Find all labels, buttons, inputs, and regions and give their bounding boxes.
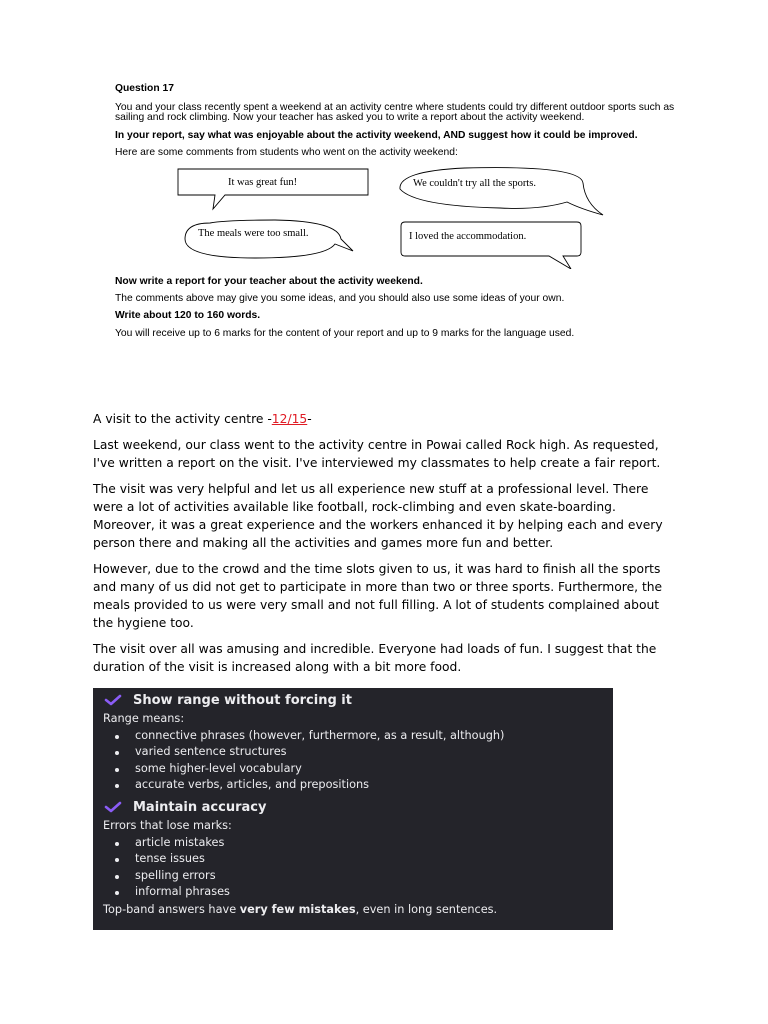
list-item: varied sentence structures (115, 744, 613, 760)
footer-text: Top-band answers have (103, 903, 240, 917)
comment-2: We couldn't try all the sports. (413, 178, 536, 190)
comment-bubbles (115, 165, 675, 269)
bubble-shape-2 (400, 168, 603, 215)
feedback-footer (103, 901, 613, 919)
essay-paragraph: Last weekend, our class went to the activity centre in Powai called Rock high. As requested, I've written a report on the visit. I've interviewed my classmates to help create a fair report. (93, 438, 661, 470)
essay (93, 410, 673, 684)
list-item: accurate verbs, articles, and prepositions (115, 777, 613, 793)
essay-score: 12/15 (271, 412, 308, 426)
footer-bold-text: very few mistakes (239, 903, 356, 917)
write-instruction: Now write a report for your teacher about the activity weekend. (115, 276, 423, 288)
footer-text-end: , even in long sentences. (355, 903, 498, 917)
comment-4: I loved the accommodation. (409, 231, 527, 243)
check-icon (103, 693, 123, 707)
range-list (103, 728, 613, 793)
list-item: article mistakes (115, 835, 613, 851)
question-title: Question 17 (115, 83, 174, 94)
bubble-shape-1 (178, 169, 368, 209)
comment-1: It was great fun! (228, 177, 298, 189)
question-intro: You and your class recently spent a weekend at an activity centre where students could try different outdoor sports such as sailing and rock climbing. Now your teacher has asked you to write a report about the activity weekend. (115, 102, 675, 124)
question-block (115, 84, 675, 346)
essay-title-end: - (307, 412, 312, 426)
question-task: In your report, say what was enjoyable about the activity weekend, AND suggest how it could be improved. (115, 129, 638, 141)
list-item: informal phrases (115, 884, 613, 900)
section-subheading: Range means: (103, 712, 185, 725)
ideas-note: The comments above may give you some ideas, and you should also use some ideas of your own. (115, 293, 565, 305)
bubble-shape-4 (401, 222, 581, 269)
section-heading (103, 690, 613, 710)
section-heading-text: Maintain accuracy (133, 799, 267, 815)
marks-note: You will receive up to 6 marks for the content of your report and up to 9 marks for the language used. (115, 327, 575, 339)
speech-bubbles-graphic (115, 165, 615, 269)
list-item: some higher-level vocabulary (115, 761, 613, 777)
check-icon (103, 800, 123, 814)
feedback-panel (93, 688, 613, 930)
essay-title: A visit to the activity centre - (93, 412, 272, 426)
errors-list (103, 835, 613, 900)
list-item: connective phrases (however, furthermore, as a result, although) (115, 728, 613, 744)
essay-paragraph: However, due to the crowd and the time slots given to us, it was hard to finish all the sports and many of us did not get to participate in more than two or three sports. Furthermore, the meals provided to us were very small and not full filling. A lot of students complained about the hygiene too. (93, 562, 663, 630)
list-item: spelling errors (115, 868, 613, 884)
comments-intro: Here are some comments from students who went on the activity weekend: (115, 146, 458, 158)
section-heading-text: Show range without forcing it (133, 692, 352, 708)
list-item: tense issues (115, 851, 613, 867)
essay-title-line (93, 410, 673, 428)
essay-paragraph: The visit was very helpful and let us all experience new stuff at a professional level. There were a lot of activities available like football, rock-climbing and even skate-boarding. Moreover, it was a great experience and the workers enhanced it by helping each and every person there and making all the activities and games more fun and better. (93, 482, 663, 550)
essay-paragraph: The visit over all was amusing and incredible. Everyone had loads of fun. I suggest that the duration of the visit is increased along with a bit more food. (93, 642, 657, 674)
section-heading (103, 797, 613, 817)
word-limit: Write about 120 to 160 words. (115, 310, 261, 322)
comment-3: The meals were too small. (198, 228, 309, 240)
section-subheading: Errors that lose marks: (103, 819, 232, 833)
